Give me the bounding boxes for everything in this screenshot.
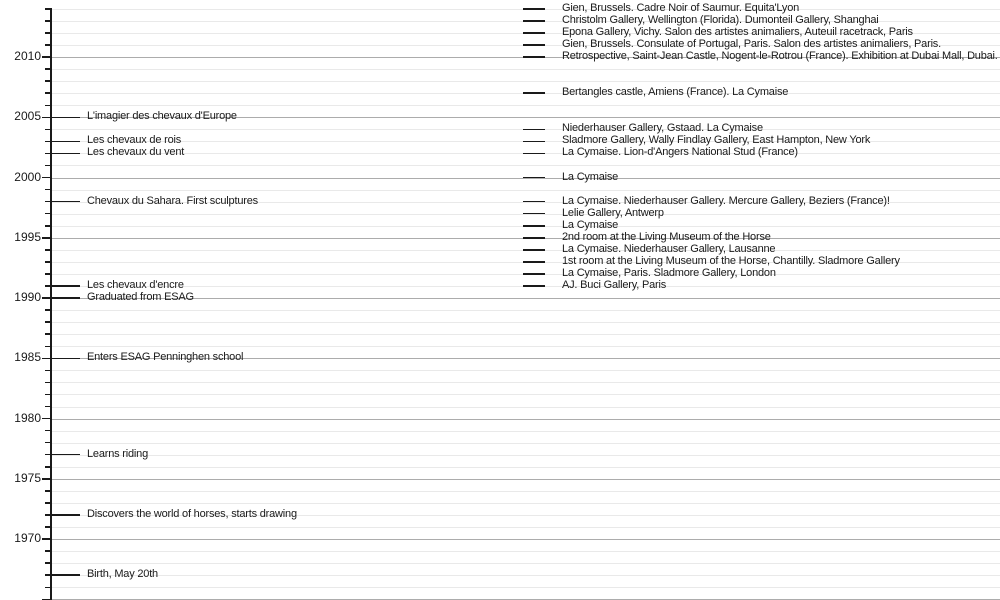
minor-tick-2013 [45, 20, 51, 22]
gridline-year-1980 [51, 419, 1000, 420]
major-tick-2000 [42, 177, 51, 179]
minor-tick-2011 [45, 44, 51, 46]
right-event-tick [523, 225, 545, 227]
right-event-label: La Cymaise. Lion-d'Angers National Stud (France) [562, 146, 798, 159]
gridline-year-1982 [51, 394, 1000, 395]
major-tick-1990 [42, 297, 51, 299]
right-event-label: 1st room at the Living Museum of the Horse, Chantilly. Sladmore Gallery [562, 254, 900, 267]
right-event-label: La Cymaise, Paris. Sladmore Gallery, London [562, 266, 776, 279]
left-event-tick [51, 153, 80, 155]
left-event-label: Enters ESAG Penninghen school [87, 351, 244, 364]
gridline-year-1977 [51, 455, 1000, 456]
minor-tick-1983 [45, 382, 51, 384]
left-event-tick [51, 297, 80, 299]
gridline-year-1967 [51, 575, 1000, 576]
right-event-tick [523, 213, 545, 215]
minor-tick-2004 [45, 129, 51, 131]
gridline-year-1975 [51, 479, 1000, 480]
gridline-year-2008 [51, 81, 1000, 82]
major-tick-2005 [42, 117, 51, 119]
minor-tick-1973 [45, 502, 51, 504]
gridline-year-1983 [51, 382, 1000, 383]
right-event-label: Bertangles castle, Amiens (France). La Cymaise [562, 86, 789, 99]
right-event-tick [523, 153, 545, 155]
right-event-label: Christolm Gallery, Wellington (Florida). Dumonteil Gallery, Shanghai [562, 13, 879, 26]
year-label-1980: 1980 [14, 410, 41, 425]
minor-tick-1987 [45, 333, 51, 335]
gridline-year-1988 [51, 322, 1000, 323]
right-event-tick [523, 201, 545, 203]
left-event-tick [51, 201, 80, 203]
gridline-year-1981 [51, 407, 1000, 408]
right-event-tick [523, 273, 545, 275]
right-event-tick [523, 141, 545, 143]
left-event-tick [51, 141, 80, 143]
right-event-tick [523, 56, 545, 58]
minor-tick-2001 [45, 165, 51, 167]
year-label-1970: 1970 [14, 531, 41, 545]
right-event-tick [523, 237, 545, 239]
gridline-year-1984 [51, 370, 1000, 371]
right-event-tick [523, 261, 545, 263]
minor-tick-1992 [45, 273, 51, 275]
gridline-year-1966 [51, 587, 1000, 588]
left-event-tick [51, 454, 80, 456]
left-event-label: Les chevaux d'encre [87, 279, 184, 291]
major-tick-1970 [42, 538, 51, 540]
right-event-tick [523, 177, 545, 179]
minor-tick-1968 [45, 562, 51, 564]
gridline-year-2009 [51, 69, 1000, 70]
gridline-year-1987 [51, 334, 1000, 335]
left-event-label: Les chevaux de rois [87, 134, 182, 147]
minor-tick-1994 [45, 249, 51, 251]
left-event-tick [51, 117, 80, 119]
year-label-1990: 1990 [14, 290, 41, 304]
y-axis-line [50, 8, 52, 600]
year-label-1975: 1975 [14, 470, 41, 485]
minor-tick-1981 [45, 406, 51, 408]
right-event-label: La Cymaise. Niederhauser Gallery. Mercure Gallery, Beziers (France)! [562, 194, 890, 207]
left-event-label: Learns riding [87, 447, 148, 460]
left-event-label: Chevaux du Sahara. First sculptures [87, 194, 258, 207]
right-event-label: AJ. Buci Gallery, Paris [562, 279, 667, 291]
right-event-label: La Cymaise [562, 218, 619, 231]
major-tick-1985 [42, 358, 51, 360]
left-event-tick [51, 574, 80, 576]
left-event-tick [51, 514, 80, 516]
right-event-label: Gien, Brussels. Cadre Noir of Saumur. Equita'Lyon [562, 1, 800, 14]
gridline-year-1999 [51, 190, 1000, 191]
minor-tick-2006 [45, 105, 51, 107]
minor-tick-1999 [45, 189, 51, 191]
minor-tick-2007 [45, 92, 51, 94]
gridline-year-1974 [51, 491, 1000, 492]
right-event-label: La Cymaise. Niederhauser Gallery, Lausanne [562, 242, 776, 255]
left-event-label: Discovers the world of horses, starts drawing [87, 507, 297, 520]
right-event-label: Retrospective, Saint-Jean Castle, Nogent-le-Rotrou (France). Exhibition at Dubai Mall, Dubai. [562, 50, 998, 62]
gridline-year-1979 [51, 431, 1000, 432]
left-event-label: Les chevaux du vent [87, 146, 185, 159]
gridline-year-1970 [51, 539, 1000, 540]
major-tick-2010 [42, 56, 51, 58]
minor-tick-1993 [45, 261, 51, 263]
minor-tick-1979 [45, 430, 51, 432]
major-tick-1975 [42, 478, 51, 480]
gridline-year-1971 [51, 527, 1000, 528]
left-event-label: Birth, May 20th [87, 568, 158, 581]
right-event-label: Gien, Brussels. Consulate of Portugal, Paris. Salon des artistes animaliers, Paris. [562, 38, 941, 50]
minor-tick-2008 [45, 80, 51, 82]
right-event-label: La Cymaise [562, 170, 619, 183]
gridline-year-1969 [51, 551, 1000, 552]
year-label-2000: 2000 [14, 169, 41, 184]
minor-tick-2009 [45, 68, 51, 70]
year-label-1985: 1985 [14, 350, 41, 365]
right-event-tick [523, 44, 545, 46]
right-event-label: Sladmore Gallery, Wally Findlay Gallery, East Hampton, New York [562, 134, 871, 147]
right-event-label: Niederhauser Gallery, Gstaad. La Cymaise [562, 122, 763, 135]
year-label-2010: 2010 [14, 49, 41, 63]
left-event-tick [51, 285, 80, 287]
right-event-label: Epona Gallery, Vichy. Salon des artistes animaliers, Auteuil racetrack, Paris [562, 25, 913, 38]
minor-tick-1971 [45, 526, 51, 528]
minor-tick-1996 [45, 225, 51, 227]
minor-tick-1986 [45, 346, 51, 348]
minor-tick-1997 [45, 213, 51, 215]
minor-tick-2012 [45, 32, 51, 34]
gridline-year-1978 [51, 443, 1000, 444]
minor-tick-1966 [45, 587, 51, 589]
right-event-label: Lelie Gallery, Antwerp [562, 206, 664, 219]
minor-tick-1978 [45, 442, 51, 444]
gridline-year-1976 [51, 467, 1000, 468]
minor-tick-1969 [45, 550, 51, 552]
minor-tick-1974 [45, 490, 51, 492]
gridline-year-1986 [51, 346, 1000, 347]
major-tick-1980 [42, 418, 51, 420]
right-event-tick [523, 285, 545, 287]
minor-tick-1989 [45, 309, 51, 311]
minor-tick-1976 [45, 466, 51, 468]
gridline-year-1968 [51, 563, 1000, 564]
gridline-year-1973 [51, 503, 1000, 504]
right-event-tick [523, 249, 545, 251]
right-event-tick [523, 32, 545, 34]
gridline-year-1989 [51, 310, 1000, 311]
major-tick-1995 [42, 237, 51, 239]
gridline-year-2006 [51, 105, 1000, 106]
right-event-tick [523, 8, 545, 10]
left-event-tick [51, 358, 80, 360]
year-label-2005: 2005 [14, 109, 41, 124]
year-label-1995: 1995 [14, 229, 41, 244]
minor-tick-2014 [45, 8, 51, 10]
left-event-label: L'imagier des chevaux d'Europe [87, 110, 237, 123]
right-event-tick [523, 20, 545, 22]
right-event-label: 2nd room at the Living Museum of the Horse [562, 230, 771, 243]
right-event-tick [523, 129, 545, 131]
right-event-tick [523, 92, 545, 94]
minor-tick-1984 [45, 370, 51, 372]
gridline-year-2001 [51, 165, 1000, 166]
minor-tick-1982 [45, 394, 51, 396]
left-event-label: Graduated from ESAG [87, 291, 194, 303]
minor-tick-1988 [45, 321, 51, 323]
